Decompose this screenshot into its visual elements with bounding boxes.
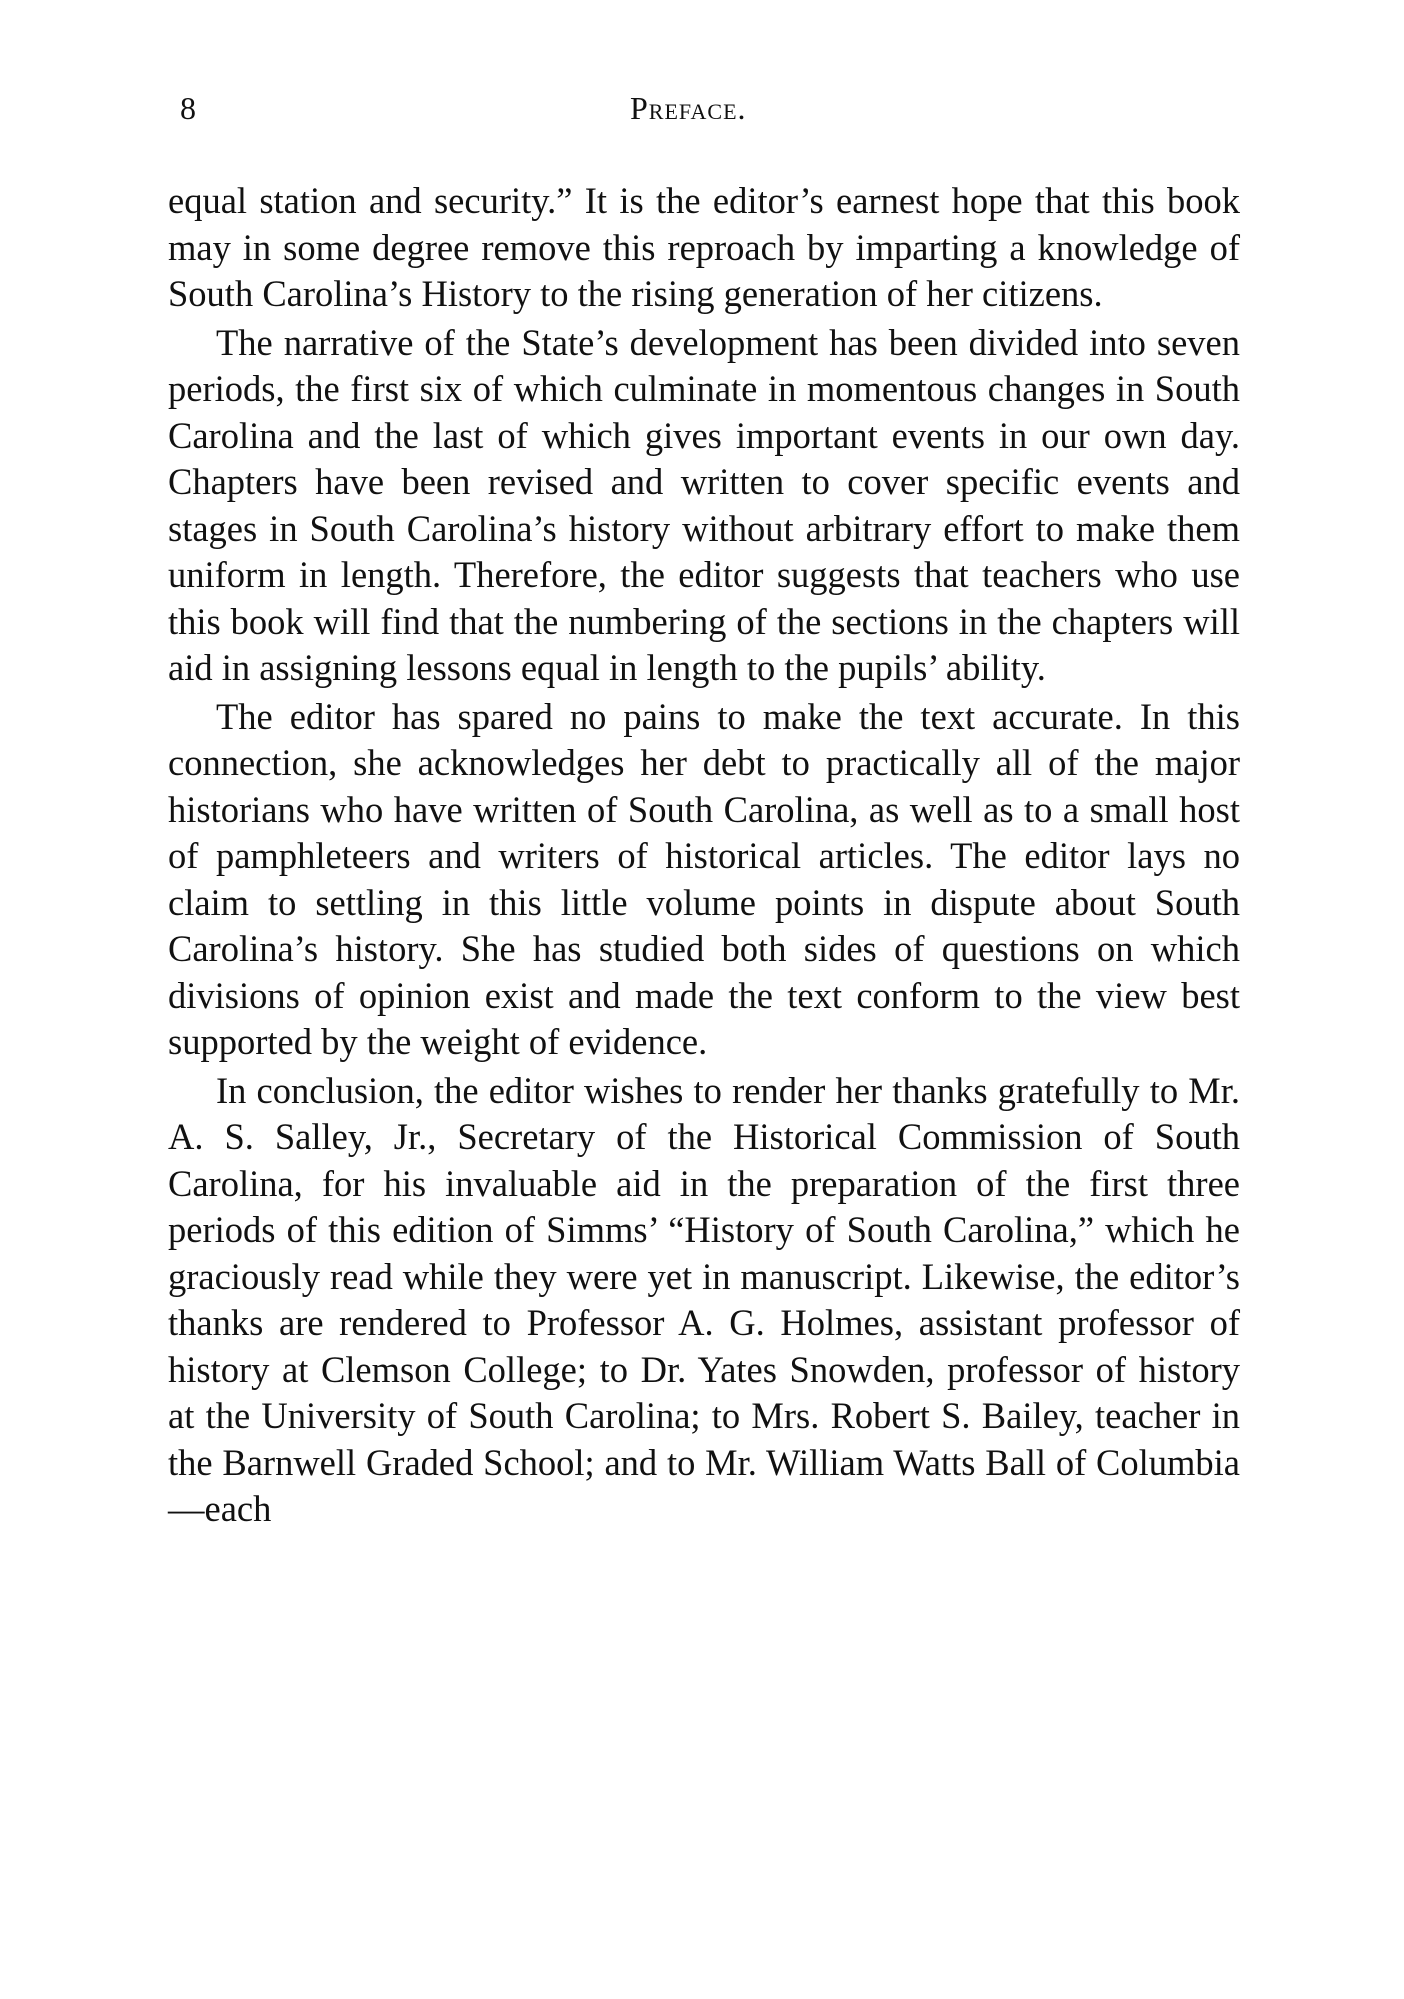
running-head: Preface. — [630, 90, 747, 126]
paragraph-accuracy: The editor has spared no pains to make the text accurate. In this connection, she acknowledges her debt to practically all of the major historians who have written of South Carolina, as well as to a small host of pamphleteers and writers of historical articles. The editor lays no claim to settling in this little volume points in dispute about South Carolina’s history. She has studied both sides of questions on which divisions of opinion exist and made the text conform to the view best supported by the weight of evidence. — [168, 695, 1240, 1062]
page-header — [170, 88, 1230, 138]
paragraph-continuation: equal station and security.” It is the editor’s earnest hope that this book may in some degree remove this reproach by imparting a knowledge of South Carolina’s History to the rising generation of her citizens. — [168, 180, 1240, 314]
page-number: 8 — [180, 90, 196, 126]
body-text — [168, 178, 1240, 1533]
paragraph-periods: The narrative of the State’s development has been divided into seven periods, the first six of which culminate in momentous changes in South Carolina and the last of which gives important events in our own day. Chapters have been revised and written to cover specific events and stages in South Carolina’s history without arbitrary effort to make them uniform in length. Therefore, the editor suggests that teachers who use this book will find that the numbering of the sections in the chapters will aid in assigning lessons equal in length to the pupils’ ability. — [168, 321, 1240, 688]
paragraph-acknowledgements: In conclusion, the editor wishes to render her thanks gratefully to Mr. A. S. Salley, Jr., Secretary of the Historical Commission of South Carolina, for his invaluable aid in the preparation of the first three periods of this edition of Simms’ “History of South Carolina,” which he graciously read while they were yet in manuscript. Likewise, the editor’s thanks are rendered to Professor A. G. Holmes, assistant professor of history at Clemson College; to Dr. Yates Snowden, professor of history at the University of South Carolina; to Mrs. Robert S. Bailey, teacher in the Barnwell Graded School; and to Mr. William Watts Ball of Columbia—each — [168, 1069, 1240, 1529]
